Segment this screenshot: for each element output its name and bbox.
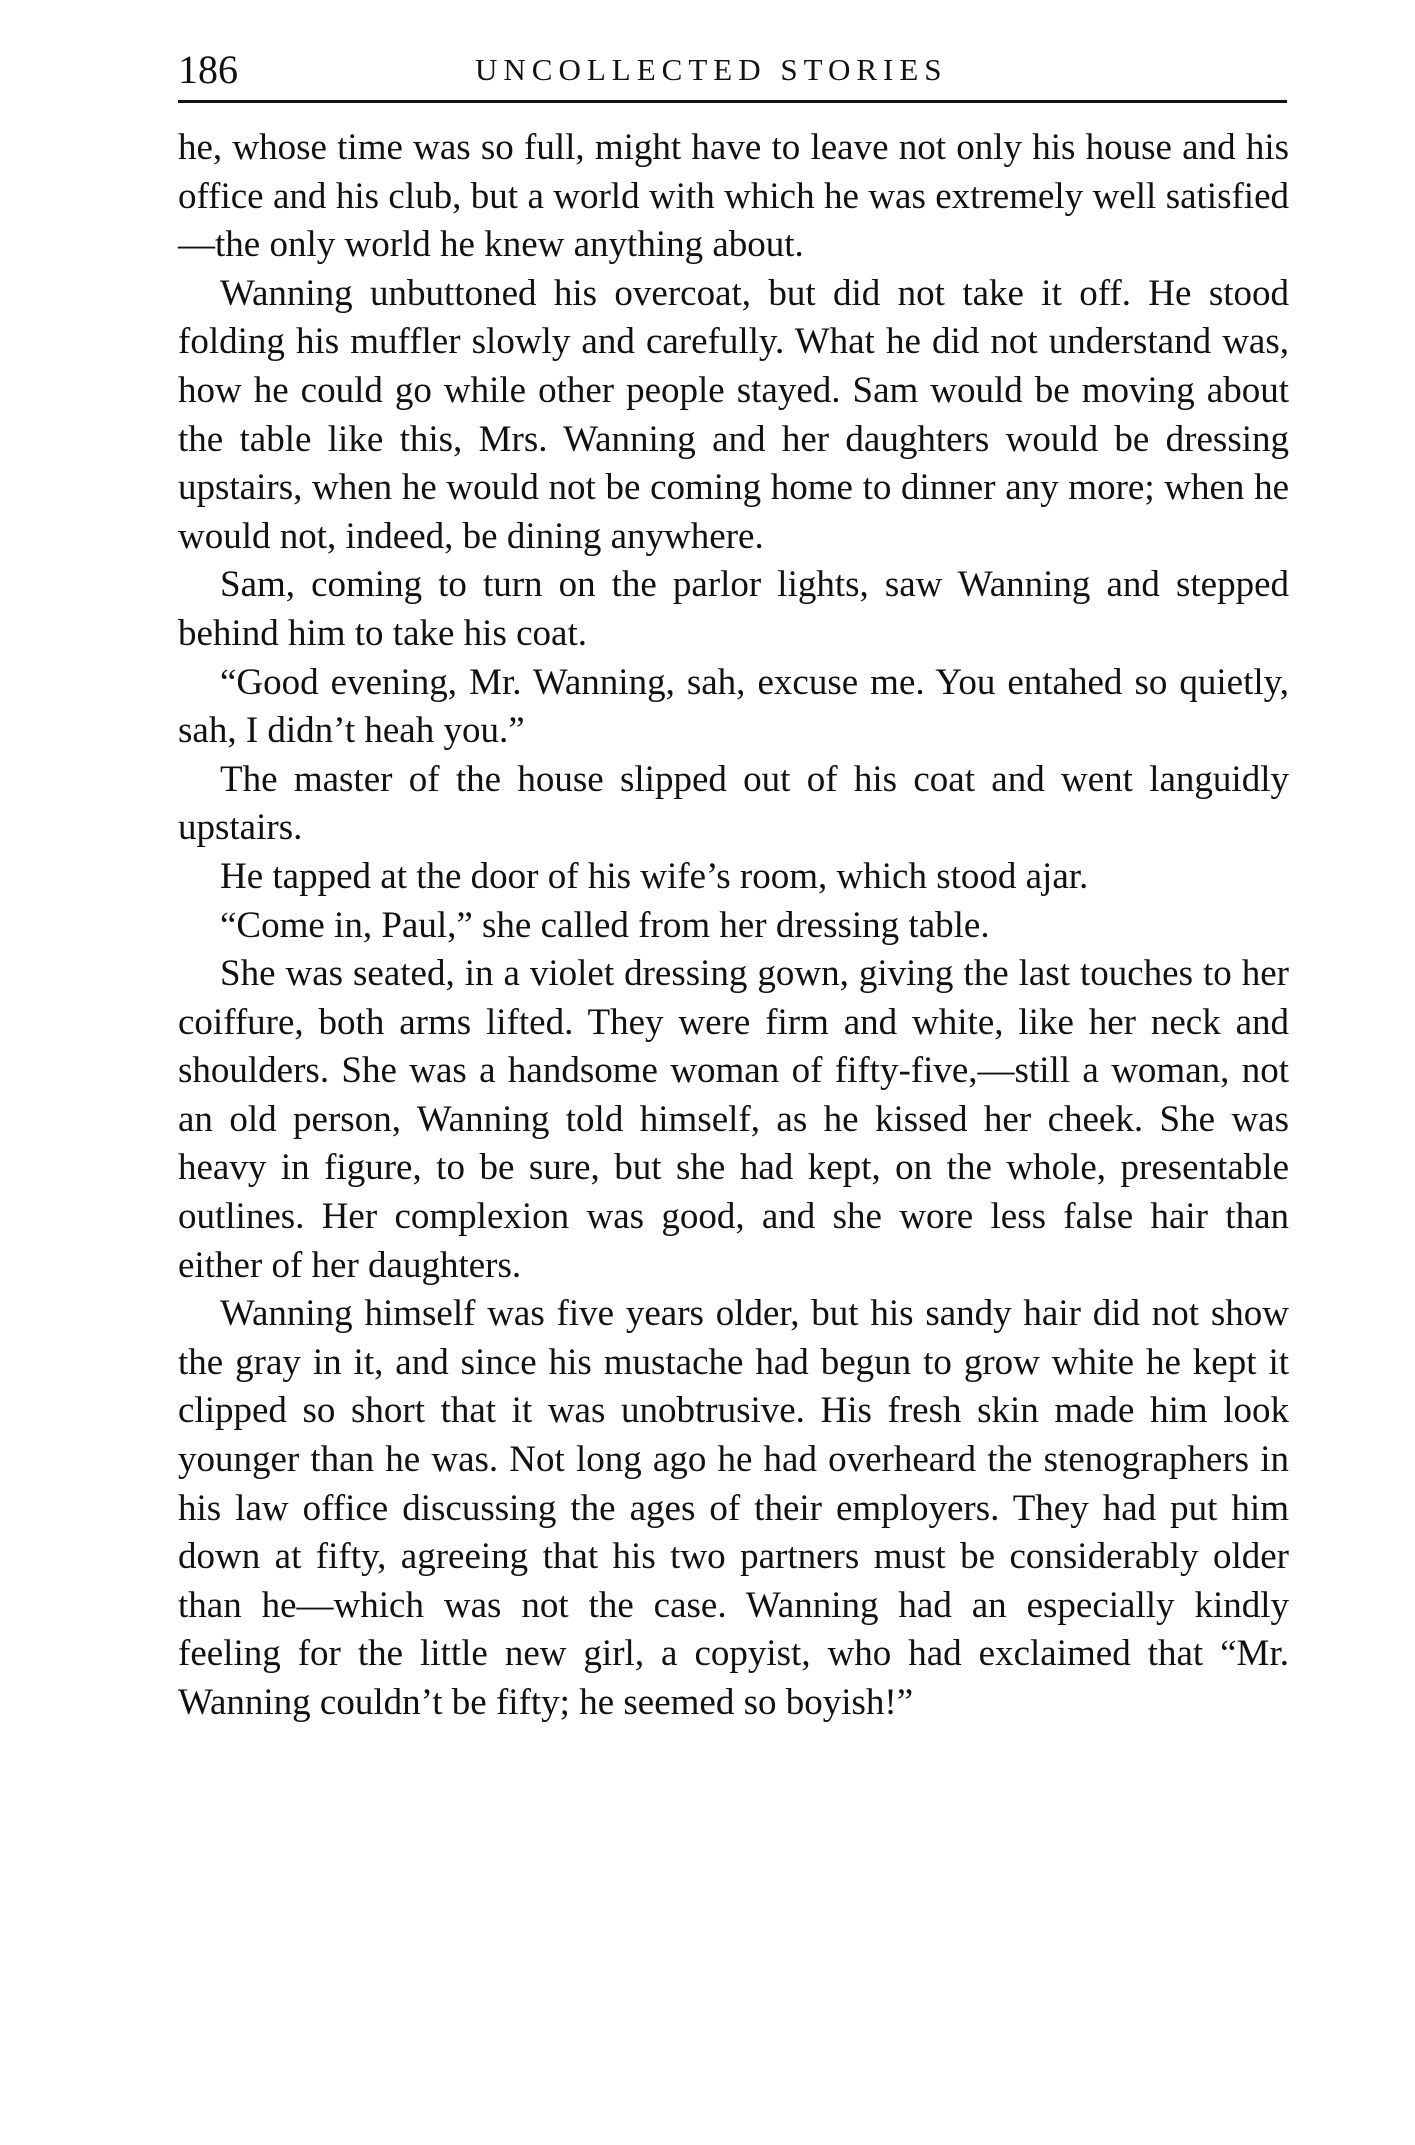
header-rule (178, 100, 1287, 103)
paragraph: The master of the house slipped out of his coat and went languidly upstairs. (178, 758, 1289, 849)
paragraph-continued: he, whose time was so full, might have to leave not only his house and his office and his club, but a world with which he was extremely well satisfied—the only world he knew anything about. (178, 127, 1289, 266)
paragraph: She was seated, in a violet dressing gown, giving the last touches to her coiffure, both arms lifted. They were firm and white, like her neck and shoulders. She was a handsome woman of fifty-five,—still a woman, not an old person, Wanning told himself, as he kissed her cheek. She was heavy in figure, to be sure, but she had kept, on the whole, presentable outlines. Her complexion was good, and she wore less false hair than either of her daughters. (178, 953, 1289, 1286)
paragraph: Wanning himself was five years older, but his sandy hair did not show the gray in it, and since his mustache had begun to grow white he kept it clipped so short that it was unobtrusive. His fresh skin made him look younger than he was. Not long ago he had overheard the stenographers in his law office discussing the ages of their employers. They had put him down at fifty, agreeing that his two partners must be considerably older than he—which was not the case. Wanning had an especially kindly feeling for the little new girl, a copyist, who had exclaimed that “Mr. Wanning couldn’t be fifty; he seemed so boyish!” (178, 1293, 1289, 1723)
page-number: 186 (178, 47, 238, 92)
running-head (178, 44, 1287, 96)
running-title: UNCOLLECTED STORIES (475, 52, 948, 87)
body-text (178, 124, 1289, 1728)
paragraph: “Come in, Paul,” she called from her dressing table. (220, 904, 990, 946)
paragraph: “Good evening, Mr. Wanning, sah, excuse me. You entahed so quietly, sah, I didn’t heah you.” (178, 661, 1289, 752)
paragraph: He tapped at the door of his wife’s room, which stood ajar. (220, 855, 1089, 897)
paragraph: Sam, coming to turn on the parlor lights, saw Wanning and stepped behind him to take his coat. (178, 564, 1289, 654)
paragraph: Wanning unbuttoned his overcoat, but did not take it off. He stood folding his muffler slowly and carefully. What he did not understand was, how he could go while other people stayed. Sam would be moving about the table like this, Mrs. Wanning and her daughters would be dressing upstairs, when he would not be coming home to dinner any more; when he would not, indeed, be dining anywhere. (178, 272, 1289, 557)
